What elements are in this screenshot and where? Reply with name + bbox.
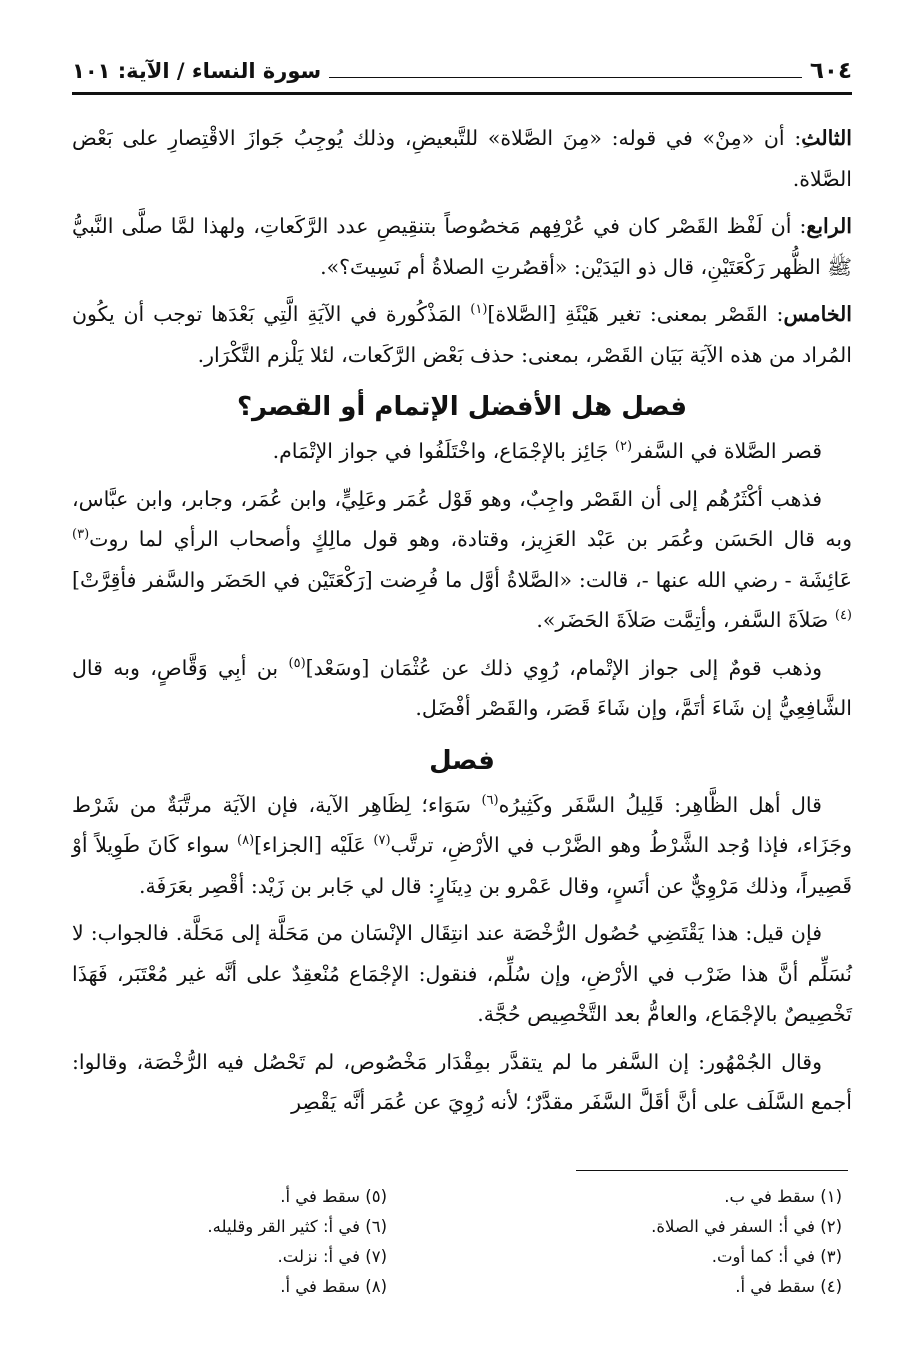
footnote-item: (٧) في أ: نزلت. [277, 1247, 387, 1266]
text-run: صَلاَةَ السَّفر، وأتِمَّت صَلاَةَ الحَضَر». [536, 608, 835, 632]
text-run: : أن لَفْظ القَصْر كان في عُرْفِهم مَخصُوصاً بتنقِيصِ عدد الرَّكَعاتِ، ولهذا لمَّا صلَّى النَّبيُّ ﷺ الظُّهر رَكْعَتَيْنِ، قال ذو اليَدَيْن: «أقصُرتِ الصلاةُ أم نَسِيتَ؟». [72, 214, 852, 279]
footnotes [72, 1182, 842, 1302]
text-run: المَذْكُورة في الآيَةِ الَّتِي بَعْدَها توجب أن يكُون المُراد من هذه الآيَة بَيَان القَصْر، بمعنى: حذف بَعْض الرَّكَعات، لئلا يَلْزم التَّكْرَار. [72, 302, 852, 367]
footnote-ref: (٧) [373, 833, 391, 849]
footnote-item: (٣) في أ: كما أوت. [711, 1247, 842, 1266]
paragraph [72, 294, 852, 375]
paragraph-lead-word: الرابع [806, 214, 852, 238]
text-run: عَلَيْه [الجزاء] [254, 833, 374, 857]
header-title: سورة النساء / الآية: ١٠١ [72, 59, 322, 83]
section-heading-fasl: فصل [429, 745, 495, 776]
text-run: قصر الصَّلاة في السَّفر [632, 439, 822, 463]
footnote-ref: (٤) [834, 608, 852, 624]
text-run: وقال الجُمْهُور: إن السَّفر ما لم يتقدَّر بمِقْدَار مَخْصُوص، لم تَحْصُل فيه الرُّخْصَة، وقالوا: أجمع السَّلَف على أنَّ أقَلَّ السَّفَر مقدَّرٌ؛ لأنه رُوِيَ عن عُمَر أنَّه يَقْصِر [72, 1049, 852, 1114]
paragraph [72, 785, 852, 907]
text-run: بن أبِي وَقَّاصٍ، وبه قال الشَّافِعِيُّ إن شَاءَ أتَمَّ، وإن شَاءَ قَصَر، والقَصْر أفْضَل. [72, 655, 852, 720]
footnote-item: (٨) سقط في أ. [280, 1277, 387, 1296]
section-preference-body [72, 431, 852, 729]
footnote-item: (٤) سقط في أ. [735, 1277, 842, 1296]
main-text [72, 118, 852, 1130]
footnote-ref: (٢) [614, 439, 633, 455]
text-run: : القَصْر بمعنى: تغير هَيْئَةِ [الصَّلاة] [487, 302, 784, 326]
footnote-item: (٥) سقط في أ. [280, 1187, 387, 1206]
section-heading-preference: فصل هل الأفضل الإتمام أو القصر؟ [236, 392, 688, 422]
paragraph-lead-word: الثالث [801, 126, 852, 150]
text-run: جَائِز بالإجْمَاع، واخْتَلَفُوا في جواز الإتْمَام. [272, 439, 615, 463]
text-run: فذهب أكْثَرُهُم إلى أن القَصْر واجِبٌ، وهو قَوْل عُمَر وعَلِيٍّ، وابن عُمَر، وجابر، وابن عبَّاس، وبه قال الحَسَن وعُمَر بن عَبْد العَزِيز، وقتادة، وهو قول مالِكٍ وأصحاب الرأي لما روت [72, 486, 852, 551]
paragraph [72, 118, 852, 199]
paragraph [72, 913, 852, 1035]
intro-paragraphs [72, 118, 852, 375]
header-rule [329, 65, 802, 78]
text-run: عَائِشَة - رضي الله عنها -، قالت: «الصَّلاةُ أوَّل ما فُرِضت [رَكْعَتَيْن في الحَضَر والسَّفر فأقِرَّتْ] [72, 567, 852, 592]
paragraph [72, 648, 852, 729]
text-run: ِ: أن «مِنْ» في قوله: «مِنَ الصَّلاة» للتَّبعيضِ، وذلك يُوجِبُ جَوازَ الاقْتِصارِ على بَعْض الصَّلاة. [72, 126, 852, 191]
running-header [72, 50, 852, 95]
paragraph [72, 479, 852, 641]
footnote-ref: (١) [470, 302, 488, 318]
footnote-item: (٢) في أ: السفر في الصلاة. [651, 1217, 842, 1236]
footnote-separator [576, 1170, 848, 1171]
footnote-ref: (٣) [72, 527, 90, 543]
text-run: فإن قيل: هذا يَقْتَضِي حُصُول الرُّخْصَة عند انتِقَال الإنْسَان من مَحَلَّة إلى مَحَلَّة. فالجواب: لا نُسَلِّم أنَّ هذا ضَرْب في الأرْضِ، وإن سُلِّم، فنقول: الإجْمَاع مُنْعقِدٌ على أنَّه غير مُعْتَبَر، فَهَذَا تَخْصِيصٌ بالإجْمَاع، والعامُّ بعد التَّخْصِيص حُجَّة. [72, 921, 852, 1026]
text-run: سواء كَانَ طَوِيلاً أوْ قَصِيراً، وذلك مَرْوِيٌّ عن أنَسٍ، وقال عَمْرو بن دِينَارٍ: قال لي جَابر بن زَيْد: أقْصِر بعَرَفَة. [72, 833, 852, 898]
footnote-item: (٦) في أ: كثير القر وقليله. [207, 1217, 387, 1236]
text-run: سَوَاء؛ لِظَاهِر الآية، فإن الآيَة مرتَّبَةٌ من شَرْط وجَزَاء، فإذا وُجد الشَّرْطُ وهو الضَّرْب في الأرْضِ، ترتَّب [72, 792, 852, 857]
text-run: قال أهل الظَّاهِر: قَلِيلُ السَّفَر وكَثِيرُه [498, 792, 822, 817]
paragraph-lead-word: الخامس [783, 302, 852, 326]
text-run: وذهب قومٌ إلى جواز الإتْمام، رُوِي ذلك عن عُثْمَان [وسَعْد] [305, 655, 823, 680]
footnote-ref: (٥) [288, 655, 306, 671]
footnote-item: (١) سقط في ب. [724, 1187, 842, 1206]
footnote-ref: (٨) [237, 833, 255, 849]
footnote-ref: (٦) [481, 792, 499, 808]
page-number: ٦٠٤ [809, 58, 852, 84]
paragraph [72, 1042, 852, 1123]
paragraph [72, 206, 852, 287]
paragraph [72, 431, 852, 472]
section-fasl-body [72, 785, 852, 1123]
